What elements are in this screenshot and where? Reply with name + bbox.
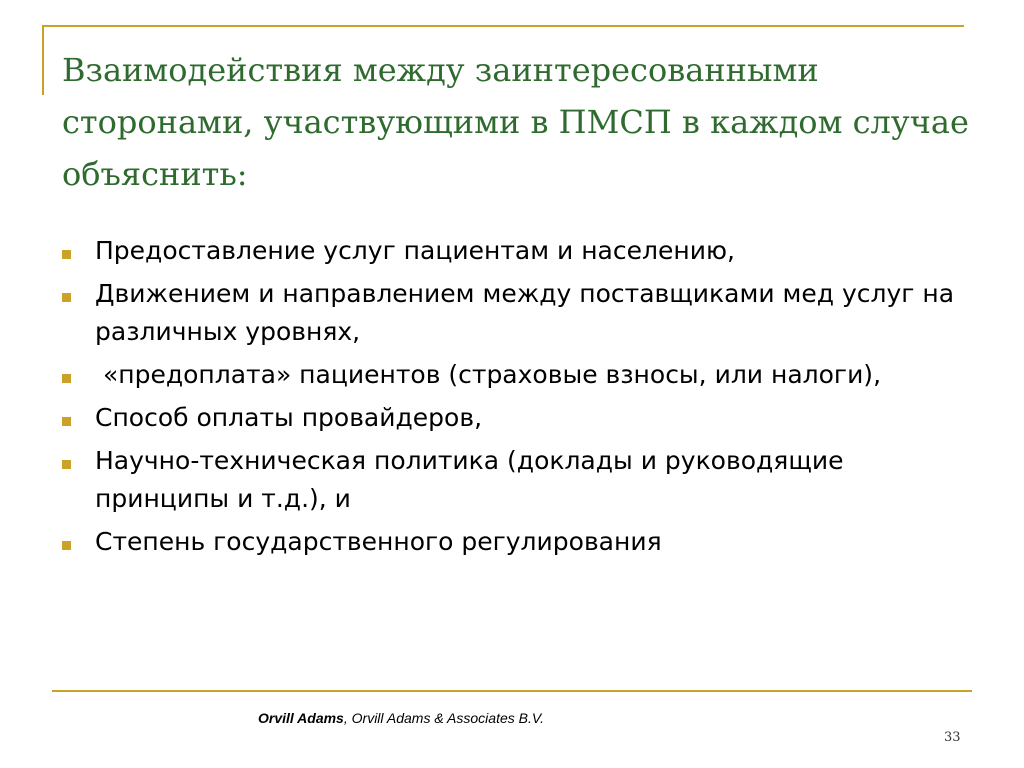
square-bullet-icon: [62, 374, 71, 383]
square-bullet-icon: [62, 417, 71, 426]
square-bullet-icon: [62, 293, 71, 302]
bullet-item: [62, 356, 982, 394]
bullet-list: [62, 232, 982, 566]
bullet-text: Степень государственного регулирования: [95, 527, 662, 556]
footer-organization: , Orvill Adams & Associates B.V.: [343, 710, 545, 726]
bullet-text: Способ оплаты провайдеров,: [95, 403, 483, 432]
bullet-item: [62, 275, 982, 351]
bullet-item: [62, 442, 982, 518]
bullet-item: [62, 232, 982, 270]
footer-credit: [258, 710, 544, 726]
top-divider: [42, 25, 964, 27]
square-bullet-icon: [62, 250, 71, 259]
bullet-item: [62, 523, 982, 561]
slide-title: Взаимодействия между заинтересованными сторонами, участвующими в ПМСП в каждом случае объяснить:: [62, 51, 969, 193]
page-number: 33: [944, 730, 961, 745]
bullet-text: Движением и направлением между поставщиками мед услуг на различных уровнях,: [95, 279, 955, 346]
bullet-text: Научно-техническая политика (доклады и руководящие принципы и т.д.), и: [95, 446, 844, 513]
footer-author: Orvill Adams: [258, 710, 344, 726]
bullet-text: «предоплата» пациентов (страховые взносы, или налоги),: [95, 360, 882, 389]
left-accent-bar: [42, 25, 44, 95]
bullet-text: Предоставление услуг пациентам и населению,: [95, 236, 735, 265]
square-bullet-icon: [62, 541, 71, 550]
bottom-divider: [52, 690, 972, 692]
bullet-item: [62, 399, 982, 437]
square-bullet-icon: [62, 460, 71, 469]
